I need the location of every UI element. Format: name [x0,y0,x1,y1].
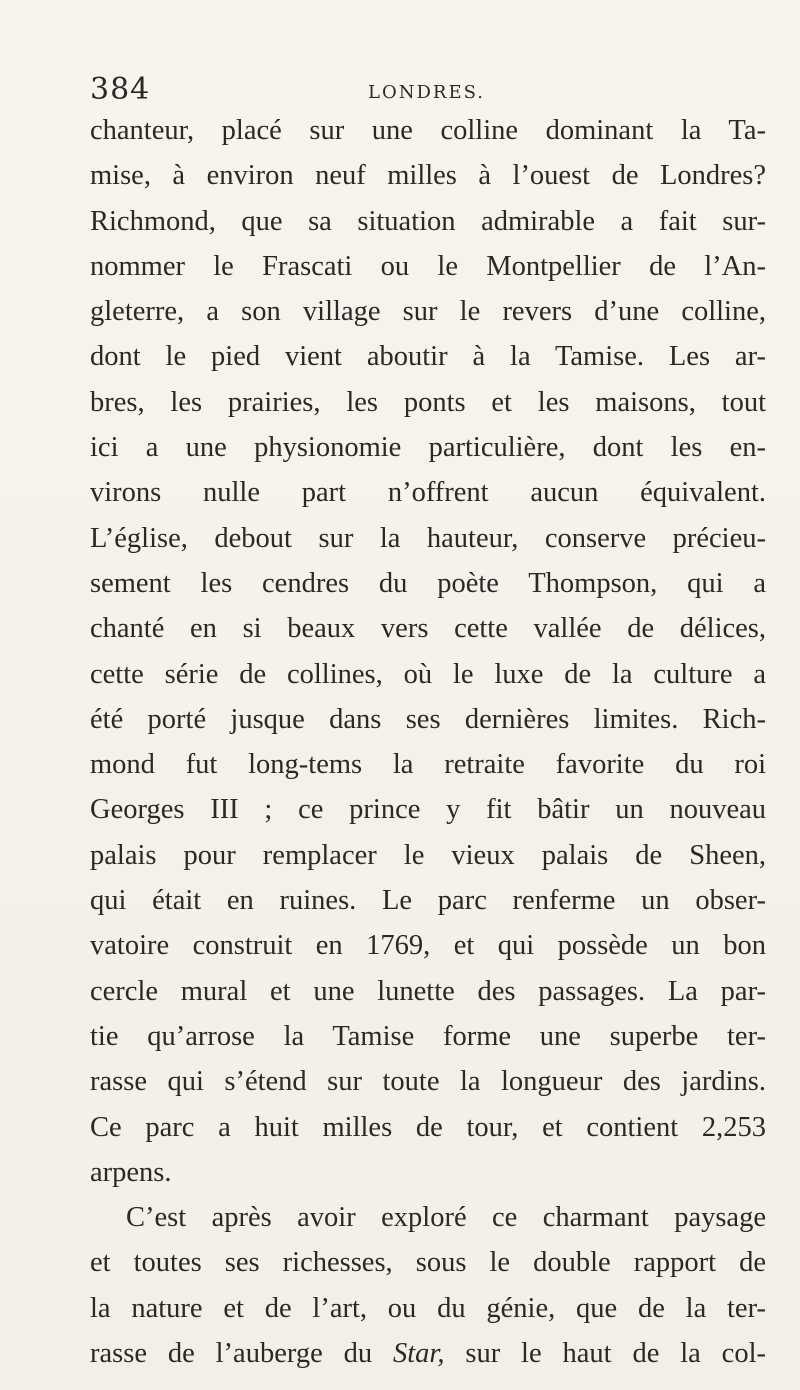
text-line: et toutes ses richesses, sous le double rapport de [90,1247,766,1279]
text-line: L’église, debout sur la hauteur, conserve précieu- [90,522,766,554]
text-line: vatoire construit en 1769, et qui possède un bon [90,930,766,962]
text-line: virons nulle part n’offrent aucun équivalent. [90,477,766,509]
text-line: chanté en si beaux vers cette vallée de délices, [90,613,766,645]
text-line: la nature et de l’art, ou du génie, que de la ter- [90,1292,766,1324]
text-line: mise, à environ neuf milles à l’ouest de Londres? [90,160,766,192]
text-line: tie qu’arrose la Tamise forme une superbe ter- [90,1020,766,1052]
running-head [90,72,740,112]
page-number: 384 [90,72,151,107]
text-line: ici a une physionomie particulière, dont les en- [90,432,766,464]
text-line: Ce parc a huit milles de tour, et contient 2,253 [90,1111,766,1143]
text-line: bres, les prairies, les ponts et les maisons, tout [90,386,766,418]
text-line: gleterre, a son village sur le revers d’une colline, [90,296,766,328]
text-line: cette série de collines, où le luxe de la culture a [90,658,766,690]
text-line: Georges III ; ce prince y fit bâtir un nouveau [90,794,766,826]
running-title: LONDRES. [368,82,485,103]
text-segment: rasse de l’auberge du [90,1338,393,1370]
text-line: arpens. [90,1156,172,1188]
text-line: nommer le Frascati ou le Montpellier de l’An- [90,250,766,282]
text-line: sement les cendres du poète Thompson, qui a [90,567,766,599]
text-line: rasse qui s’étend sur toute la longueur des jardins. [90,1066,766,1098]
body-text [90,108,766,1376]
text-line-last [90,1331,766,1376]
text-line: chanteur, placé sur une colline dominant la Ta- [90,115,766,146]
text-line: qui était en ruines. Le parc renferme un obser- [90,885,766,917]
text-line: palais pour remplacer le vieux palais de Sheen, [90,839,766,871]
text-line: C’est après avoir exploré ce charmant paysage [126,1202,766,1234]
text-line: été porté jusque dans ses dernières limites. Rich- [90,703,766,735]
text-line: mond fut long-tems la retraite favorite du roi [90,749,766,781]
inn-name-star: Star, [392,1338,445,1370]
text-line: Richmond, que sa situation admirable a fait sur- [90,205,766,237]
text-line: cercle mural et une lunette des passages. La par- [90,975,766,1007]
text-line: dont le pied vient aboutir à la Tamise. Les ar- [90,341,766,373]
text-segment: sur le haut de la col- [444,1338,766,1370]
